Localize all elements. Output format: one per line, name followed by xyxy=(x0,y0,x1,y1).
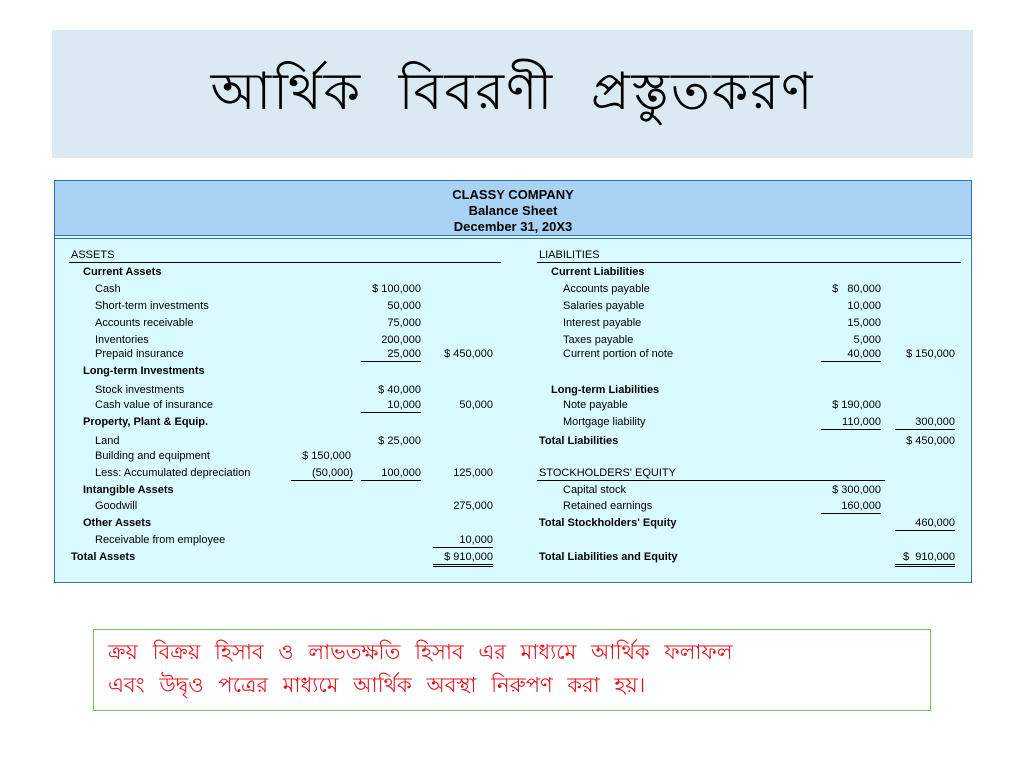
receivable-total: 10,000 xyxy=(433,534,493,548)
assets-rule xyxy=(69,262,501,263)
ap-amount: $ 80,000 xyxy=(832,283,881,295)
other-assets-heading: Other Assets xyxy=(83,517,152,529)
current-liabilities-heading: Current Liabilities xyxy=(551,266,645,278)
retained-earnings-amount: 160,000 xyxy=(821,500,881,514)
liabilities-rule xyxy=(537,262,961,263)
taxes-label: Taxes payable xyxy=(563,334,634,346)
total-assets-amount: $ 910,000 xyxy=(433,551,493,567)
current-assets-heading: Current Assets xyxy=(83,266,162,278)
title-banner xyxy=(52,30,973,158)
total-liab-equity-label: Total Liabilities and Equity xyxy=(539,551,678,563)
retained-earnings-label: Retained earnings xyxy=(563,500,653,512)
equity-heading: STOCKHOLDERS' EQUITY xyxy=(539,467,676,479)
ar-label: Accounts receivable xyxy=(95,317,194,329)
balance-sheet xyxy=(54,180,972,583)
acc-dep-label: Less: Accumulated depreciation xyxy=(95,467,251,479)
land-amount: $ 25,000 xyxy=(378,435,421,447)
liabilities-heading: LIABILITIES xyxy=(539,249,600,261)
statement-name: Balance Sheet xyxy=(468,203,558,218)
land-label: Land xyxy=(95,435,120,447)
goodwill-total: 275,000 xyxy=(453,500,493,512)
summary-note-line-1: ক্রয় বিক্রয় হিসাব ও লাভতক্ষতি হিসাব এর মাধ্যমে আর্থিক ফলাফল xyxy=(108,640,733,664)
company-name: CLASSY COMPANY xyxy=(452,187,574,202)
salaries-label: Salaries payable xyxy=(563,300,645,312)
summary-note xyxy=(93,629,931,711)
assets-heading: ASSETS xyxy=(71,249,115,261)
total-liabilities-label: Total Liabilities xyxy=(539,435,619,447)
page-title: আর্থিক বিবরণী প্রস্তুতকরণ xyxy=(210,61,815,122)
building-label: Building and equipment xyxy=(95,450,210,462)
note-payable-label: Note payable xyxy=(563,399,628,411)
total-liab-equity-amount: $ 910,000 xyxy=(895,551,955,567)
csv-label: Cash value of insurance xyxy=(95,399,214,411)
cpn-label: Current portion of note xyxy=(563,348,674,360)
goodwill-label: Goodwill xyxy=(95,500,138,512)
ppe-heading: Property, Plant & Equip. xyxy=(83,416,209,428)
receivable-label: Receivable from employee xyxy=(95,534,226,546)
salaries-amount: 10,000 xyxy=(847,300,881,312)
capital-stock-label: Capital stock xyxy=(563,484,626,496)
ap-label: Accounts payable xyxy=(563,283,650,295)
prepaid-amount: 25,000 xyxy=(361,348,421,362)
mortgage-label: Mortgage liability xyxy=(563,416,646,428)
equity-rule xyxy=(537,480,885,481)
statement-date: December 31, 20X3 xyxy=(453,219,573,234)
mortgage-amount: 110,000 xyxy=(821,416,881,430)
lt-investments-heading: Long-term Investments xyxy=(83,365,205,377)
inventories-amount: 200,000 xyxy=(381,334,421,346)
current-liabilities-total: $ 150,000 xyxy=(906,348,955,360)
total-equity-amount: 460,000 xyxy=(895,517,955,531)
cash-label: Cash xyxy=(95,283,121,295)
lt-liabilities-heading: Long-term Liabilities xyxy=(551,384,660,396)
interest-amount: 15,000 xyxy=(847,317,881,329)
stock-inv-label: Stock investments xyxy=(95,384,185,396)
note-payable-amount: $ 190,000 xyxy=(832,399,881,411)
interest-label: Interest payable xyxy=(563,317,642,329)
stock-inv-amount: $ 40,000 xyxy=(378,384,421,396)
intangible-heading: Intangible Assets xyxy=(83,484,174,496)
lt-investments-total: 50,000 xyxy=(459,399,493,411)
ar-amount: 75,000 xyxy=(387,317,421,329)
current-assets-total: $ 450,000 xyxy=(444,348,493,360)
sti-amount: 50,000 xyxy=(387,300,421,312)
sti-label: Short-term investments xyxy=(95,300,209,312)
ppe-net-amount: 100,000 xyxy=(361,467,421,481)
capital-stock-amount: $ 300,000 xyxy=(832,484,881,496)
cash-amount: $ 100,000 xyxy=(372,283,421,295)
acc-dep-amount: (50,000) xyxy=(291,467,353,481)
lt-liabilities-total: 300,000 xyxy=(895,416,955,430)
cpn-amount: 40,000 xyxy=(821,348,881,362)
csv-amount: 10,000 xyxy=(361,399,421,413)
balance-sheet-header xyxy=(55,181,971,236)
inventories-label: Inventories xyxy=(95,334,149,346)
taxes-amount: 5,000 xyxy=(853,334,881,346)
ppe-total: 125,000 xyxy=(453,467,493,479)
total-equity-label: Total Stockholders' Equity xyxy=(539,517,677,529)
prepaid-label: Prepaid insurance xyxy=(95,348,184,360)
building-amount: $ 150,000 xyxy=(302,450,351,462)
total-assets-label: Total Assets xyxy=(71,551,136,563)
total-liabilities-amount: $ 450,000 xyxy=(906,435,955,447)
summary-note-line-2: এবং উদ্বৃও পত্রের মাধ্যমে আর্থিক অবস্থা নিরুপণ করা হয়। xyxy=(108,673,646,697)
